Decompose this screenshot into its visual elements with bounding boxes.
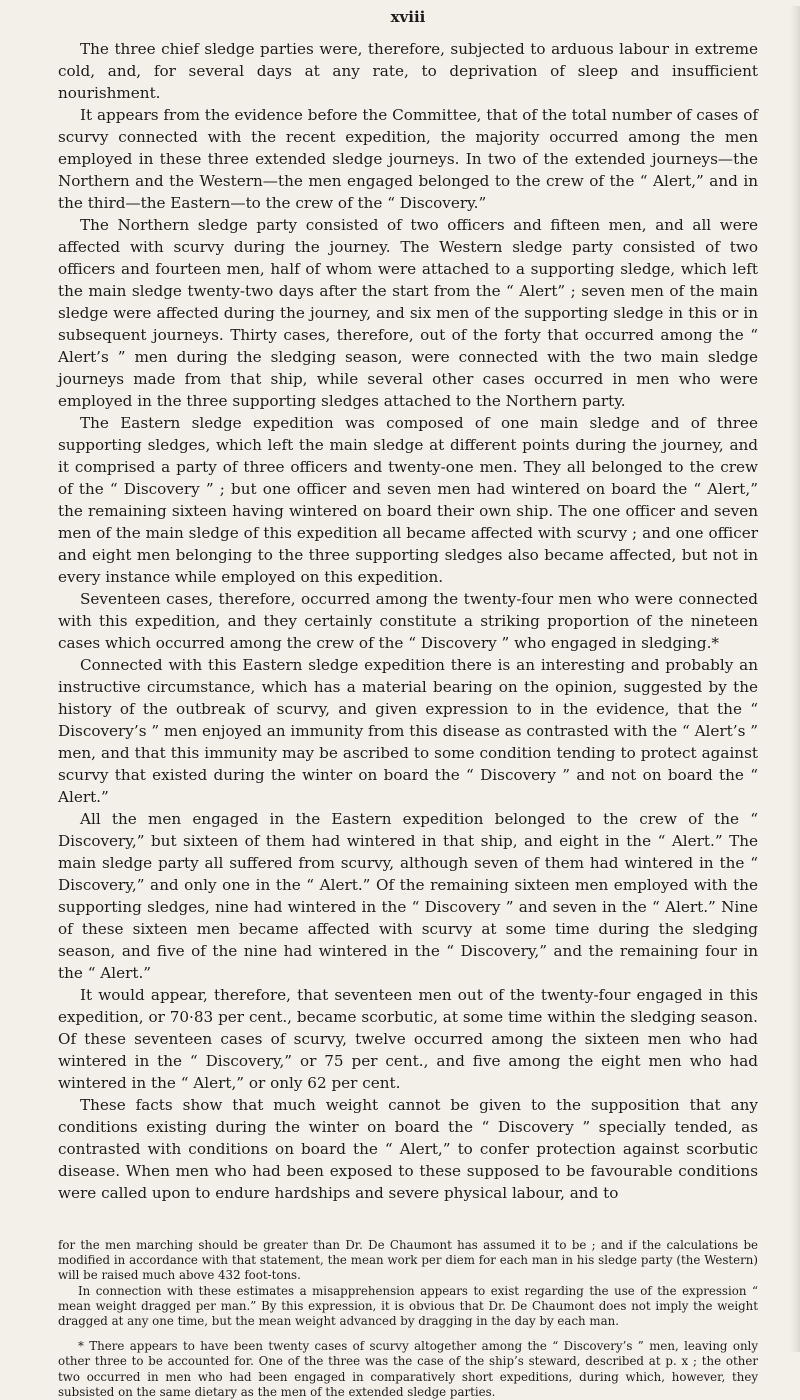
paragraph: It appears from the evidence before the Committee, that of the total number of cases of scurvy connected with the recent expedition, the majority occurred among the men employed in these three extended sledge journeys. In two of the extended journeys—the Northern and the Western—the men engaged belonged to the crew of the “ Alert,” and in the third—the Eastern—to the crew of the “ Discovery.” <box>58 106 758 212</box>
paragraph: The Northern sledge party consisted of two officers and fifteen men, and all were affected with scurvy during the journey. The Western sledge party consisted of two officers and fourteen men, half of whom were attached to a supporting sledge, which left the main sledge twenty-two days after the start from the “ Alert” ; seven men of the main sledge were affected during the journey, and six men of the supporting sledge in this or in subsequent journeys. Thirty cases, therefore, out of the forty that occurred among the “ Alert’s ” men during the sledging season, were connected with the two main sledge journeys made from that ship, while several other cases occurred in men who were employed in the three supporting sledges attached to the Northern party. <box>58 216 758 410</box>
footnotes <box>58 1238 758 1400</box>
footnote: for the men marching should be greater than Dr. De Chaumont has assumed it to be ; and if the calculations be modified in accordance with that statement, the mean work per diem for each man in his sledge party (the Western) will be raised much above 432 foot-tons. <box>58 1238 758 1283</box>
footnote: * There appears to have been twenty cases of scurvy altogether among the “ Discovery’s ” men, leaving only other three to be accounted for. One of the three was the case of the ship’s steward, described at p. x ; the other two occurred in men who had been engaged in comparatively short expeditions, during which, however, they subsisted on the same dietary as the men of the extended sledge parties. <box>58 1339 758 1399</box>
paragraph: Connected with this Eastern sledge expedition there is an interesting and probably an instructive circumstance, which has a material bearing on the opinion, suggested by the history of the outbreak of scurvy, and given expression to in the evidence, that the “ Discovery’s ” men enjoyed an immunity from this disease as contrasted with the “ Alert’s ” men, and that this immunity may be ascribed to some condition tending to protect against scurvy that existed during the winter on board the “ Discovery ” and not on board the “ Alert.” <box>58 656 758 806</box>
page-edge-shadow <box>790 6 800 1352</box>
body-text <box>58 38 758 1204</box>
document-page <box>0 6 800 1399</box>
paragraph: These facts show that much weight cannot be given to the supposition that any conditions existing during the winter on board the “ Discovery ” specially tended, as contrasted with conditions on board the “ Alert,” to confer protection against scorbutic disease. When men who had been exposed to these supposed to be favourable conditions were called upon to endure hardships and severe physical labour, and to <box>58 1096 758 1202</box>
paragraph: Seventeen cases, therefore, occurred among the twenty-four men who were connected with this expedition, and they certainly constitute a striking proportion of the nineteen cases which occurred among the crew of the “ Discovery ” who engaged in sledging.* <box>58 590 758 652</box>
paragraph: The three chief sledge parties were, therefore, subjected to arduous labour in extreme cold, and, for several days at any rate, to deprivation of sleep and insufficient nourishment. <box>58 40 758 102</box>
footnote: In connection with these estimates a misapprehension appears to exist regarding the use of the expression “ mean weight dragged per man.” By this expression, it is obvious that Dr. De Chaumont does not imply the weight dragged at any one time, but the mean weight advanced by dragging in the day by each man. <box>58 1283 758 1329</box>
page-number: xviii <box>390 8 426 26</box>
paragraph: It would appear, therefore, that seventeen men out of the twenty-four engaged in this expedition, or 70·83 per cent., became scorbutic, at some time within the sledging season. Of these seventeen cases of scurvy, twelve occurred among the sixteen men who had wintered in the “ Discovery,” or 75 per cent., and five among the eight men who had wintered in the “ Alert,” or only 62 per cent. <box>58 986 758 1092</box>
paragraph: The Eastern sledge expedition was composed of one main sledge and of three supporting sledges, which left the main sledge at different points during the journey, and it comprised a party of three officers and twenty-one men. They all belonged to the crew of the “ Discovery ” ; but one officer and seven men had wintered on board the “ Alert,” the remaining sixteen having wintered on board their own ship. The one officer and seven men of the main sledge of this expedition all became affected with scurvy ; and one officer and eight men belonging to the three supporting sledges also became affected, but not in every instance while employed on this expedition. <box>58 414 758 586</box>
paragraph: All the men engaged in the Eastern expedition belonged to the crew of the “ Discovery,” but sixteen of them had wintered in that ship, and eight in the “ Alert.” The main sledge party all suffered from scurvy, although seven of them had wintered in the “ Discovery,” and only one in the “ Alert.” Of the remaining sixteen men employed with the supporting sledges, nine had wintered in the “ Discovery ” and seven in the “ Alert.” Nine of these sixteen men became affected with scurvy at some time during the sledging season, and five of the nine had wintered in the “ Discovery,” and the remaining four in the “ Alert.” <box>58 810 758 982</box>
